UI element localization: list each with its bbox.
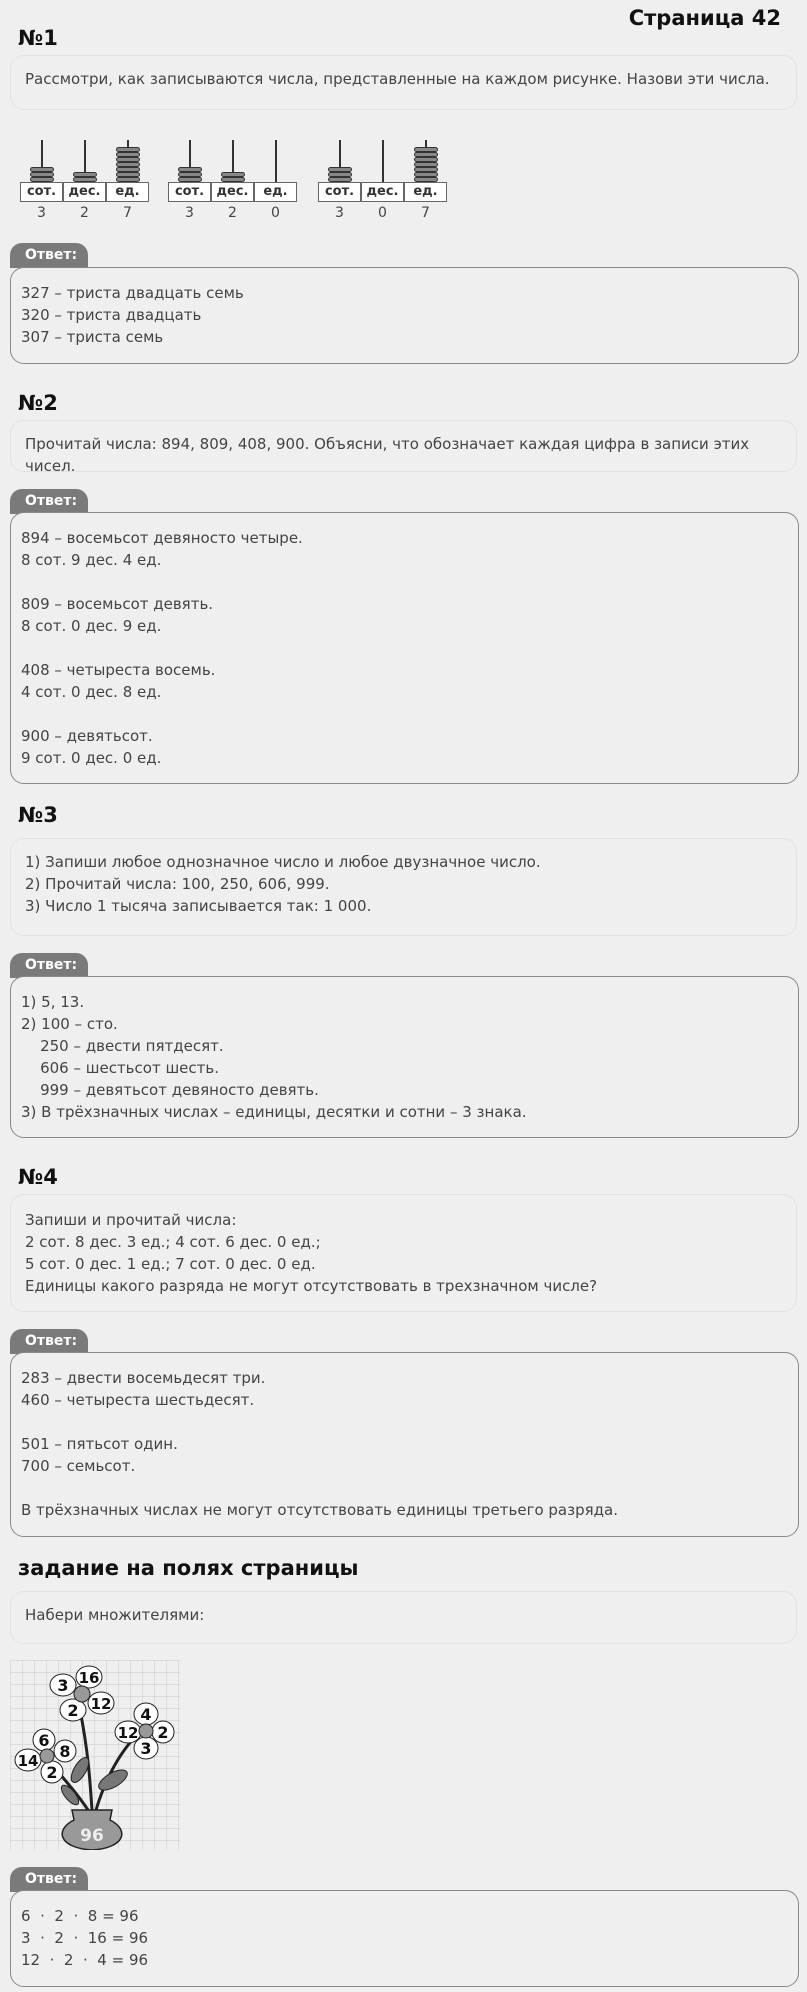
- question-line: Единицы какого разряда не могут отсутствовать в трехзначном числе?: [25, 1277, 598, 1295]
- answer-line: [21, 703, 788, 725]
- answer-line: 4 сот. 0 дес. 8 ед.: [21, 683, 162, 701]
- task-2-answer: [10, 512, 799, 784]
- answer-line: 6 · 2 · 8 = 96: [21, 1907, 139, 1925]
- answer-line: 900 – девятьсот.: [21, 727, 153, 745]
- abacus-1-label-tens: дес.: [63, 182, 106, 202]
- answer-line: 501 – пятьсот один.: [21, 1435, 178, 1453]
- answer-line: 250 – двести пятдесят.: [21, 1037, 224, 1055]
- margin-task-answer: [10, 1890, 799, 1987]
- answer-line: 9 сот. 0 дес. 0 ед.: [21, 749, 162, 767]
- abacus-1-label-hundreds: сот.: [20, 182, 63, 202]
- answer-line: 307 – триста семь: [21, 328, 164, 346]
- answer-line: 283 – двести восемьдесят три.: [21, 1369, 266, 1387]
- abacus-1-label-units: ед.: [106, 182, 149, 202]
- question-line: 1) Запиши любое однозначное число и любое двузначное число.: [25, 853, 541, 871]
- abacus-2-digit-units: 0: [271, 205, 280, 221]
- question-line: 2) Прочитай числа: 100, 250, 606, 999.: [25, 875, 330, 893]
- abacus-1-digit-tens: 2: [80, 205, 89, 221]
- task-2-number: №2: [18, 391, 58, 415]
- abacus-3-digit-hundreds: 3: [335, 205, 344, 221]
- answer-line: 2) 100 – сто.: [21, 1015, 118, 1033]
- margin-task-heading: задание на полях страницы: [18, 1556, 359, 1580]
- abacus-2-digit-tens: 2: [228, 205, 237, 221]
- answer-line: 606 – шестьсот шесть.: [21, 1059, 219, 1077]
- abacus-2-label-tens: дес.: [211, 182, 254, 202]
- page-title: Страница 42: [628, 6, 781, 30]
- abacus-1-digit-hundreds: 3: [37, 205, 46, 221]
- task-4-answer: [10, 1352, 799, 1537]
- answer-line: [21, 571, 788, 593]
- question-line: 2 сот. 8 дес. 3 ед.; 4 сот. 6 дес. 0 ед.;: [25, 1233, 321, 1251]
- answer-line: 327 – триста двадцать семь: [21, 284, 244, 302]
- answer-line: 1) 5, 13.: [21, 993, 85, 1011]
- svg-text:6: 6: [38, 1731, 50, 1750]
- abacus-2-digit-hundreds: 3: [185, 205, 194, 221]
- svg-text:2: 2: [46, 1763, 58, 1782]
- task-2-question-text: Прочитай числа: 894, 809, 408, 900. Объясни, что обозначает каждая цифра в записи этих чисел.: [25, 435, 750, 475]
- svg-text:3: 3: [57, 1676, 69, 1695]
- answer-tab-1: Ответ:: [10, 243, 88, 268]
- margin-task-question-text: Набери множителями:: [25, 1606, 205, 1624]
- answer-line: 460 – четыреста шестьдесят.: [21, 1391, 255, 1409]
- answer-tab-4: Ответ:: [10, 1329, 88, 1354]
- abacus-3-digit-tens: 0: [378, 205, 387, 221]
- svg-text:14: 14: [17, 1752, 39, 1770]
- answer-line: [21, 637, 788, 659]
- answer-line: 999 – девятьсот девяносто девять.: [21, 1081, 319, 1099]
- answer-tab-5: Ответ:: [10, 1867, 88, 1892]
- task-4-question: [10, 1194, 797, 1312]
- answer-tab-2: Ответ:: [10, 489, 88, 514]
- question-line: 5 сот. 0 дес. 1 ед.; 7 сот. 0 дес. 0 ед.: [25, 1255, 316, 1273]
- svg-text:12: 12: [90, 1695, 112, 1713]
- task-3-question: [10, 838, 797, 936]
- flower-vase-svg: [10, 1660, 180, 1850]
- answer-line: В трёхзначных числах не могут отсутствовать единицы третьего разряда.: [21, 1501, 618, 1519]
- task-1-number: №1: [18, 26, 58, 50]
- abacus-3-digit-units: 7: [421, 205, 430, 221]
- abacus-3-label-hundreds: сот.: [318, 182, 361, 202]
- answer-line: [21, 1477, 788, 1499]
- svg-text:12: 12: [117, 1724, 139, 1742]
- svg-text:16: 16: [78, 1669, 100, 1687]
- task-1-answer: [10, 267, 799, 364]
- question-line: 3) Число 1 тысяча записывается так: 1 000.: [25, 897, 372, 915]
- abacus-1-digit-units: 7: [123, 205, 132, 221]
- abacus-3-label-tens: дес.: [361, 182, 404, 202]
- answer-line: 8 сот. 9 дес. 4 ед.: [21, 551, 162, 569]
- answer-line: [21, 1411, 788, 1433]
- task-2-question: [10, 420, 797, 475]
- answer-line: 320 – триста двадцать: [21, 306, 202, 324]
- abacus-2-label-units: ед.: [254, 182, 297, 202]
- task-4-number: №4: [18, 1165, 58, 1189]
- margin-task-question: [10, 1591, 797, 1644]
- answer-line: 809 – восемьсот девять.: [21, 595, 214, 613]
- task-1-question: [10, 55, 797, 110]
- answer-line: 8 сот. 0 дес. 9 ед.: [21, 617, 162, 635]
- task-3-answer: [10, 976, 799, 1138]
- svg-text:3: 3: [140, 1739, 152, 1758]
- svg-text:8: 8: [59, 1742, 71, 1761]
- abacus-2-label-hundreds: сот.: [168, 182, 211, 202]
- answer-line: 408 – четыреста восемь.: [21, 661, 216, 679]
- svg-text:4: 4: [140, 1705, 152, 1724]
- vase-number: 96: [80, 1826, 104, 1846]
- answer-line: 700 – семьсот.: [21, 1457, 136, 1475]
- task-3-number: №3: [18, 803, 58, 827]
- answer-line: 894 – восемьсот девяносто четыре.: [21, 529, 303, 547]
- answer-tab-3: Ответ:: [10, 953, 88, 978]
- svg-text:2: 2: [67, 1701, 79, 1720]
- answer-line: 3) В трёхзначных числах – единицы, десятки и сотни – 3 знака.: [21, 1103, 527, 1121]
- question-line: Запиши и прочитай числа:: [25, 1211, 237, 1229]
- task-1-question-text: Рассмотри, как записываются числа, представленные на каждом рисунке. Назови эти числа.: [25, 70, 770, 88]
- svg-text:2: 2: [157, 1723, 169, 1742]
- answer-line: 3 · 2 · 16 = 96: [21, 1929, 149, 1947]
- answer-line: 12 · 2 · 4 = 96: [21, 1951, 149, 1969]
- abacus-3-label-units: ед.: [404, 182, 447, 202]
- flower-vase-illustration: [10, 1660, 180, 1850]
